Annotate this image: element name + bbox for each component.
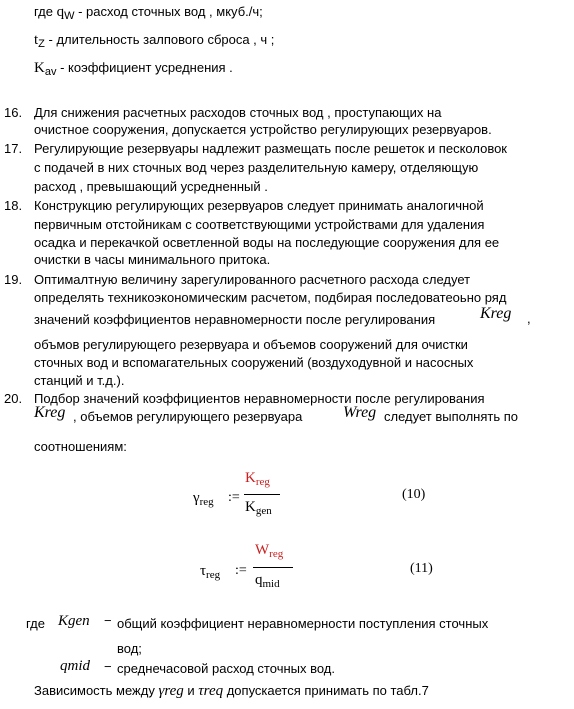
def-tz: $t_Z$ - длительность залпового сброса , ч ;	[34, 32, 275, 50]
formula11-denominator: $q_{mid}$	[255, 572, 280, 590]
symbol-tau-req: τreq	[198, 683, 224, 699]
formula10-numerator: $K_{reg}$	[245, 470, 270, 488]
fraction-bar	[253, 567, 293, 568]
symbol-tz: t	[34, 32, 39, 48]
symbol-qmid: qmid	[60, 658, 90, 674]
symbol-kav: K	[34, 60, 45, 76]
symbol-kreg: Kreg	[480, 305, 512, 322]
equation-number: (10)	[402, 487, 426, 502]
symbol-kreg-2: Kreg	[34, 404, 66, 421]
formula11-numerator: $W_{reg}$	[255, 542, 284, 560]
symbol-wreg: Wreg	[343, 404, 377, 421]
def-kav: $K_{av}$ - коэффициент усреднения .	[34, 60, 233, 78]
symbol-qw: q	[56, 4, 65, 20]
symbol-kgen: Kgen	[58, 613, 90, 629]
fraction-bar	[244, 494, 280, 495]
formula10-denominator: $K_{gen}$	[245, 499, 272, 517]
symbol-gamma-reg: γreg	[158, 683, 184, 699]
dependency-note: Зависимость между γreg и τreq допускается принимать по табл.7	[34, 683, 429, 699]
def-qw: где $q_W$ - расход сточных вод , мкуб./ч;	[34, 4, 263, 22]
equation-number: (11)	[410, 561, 433, 576]
